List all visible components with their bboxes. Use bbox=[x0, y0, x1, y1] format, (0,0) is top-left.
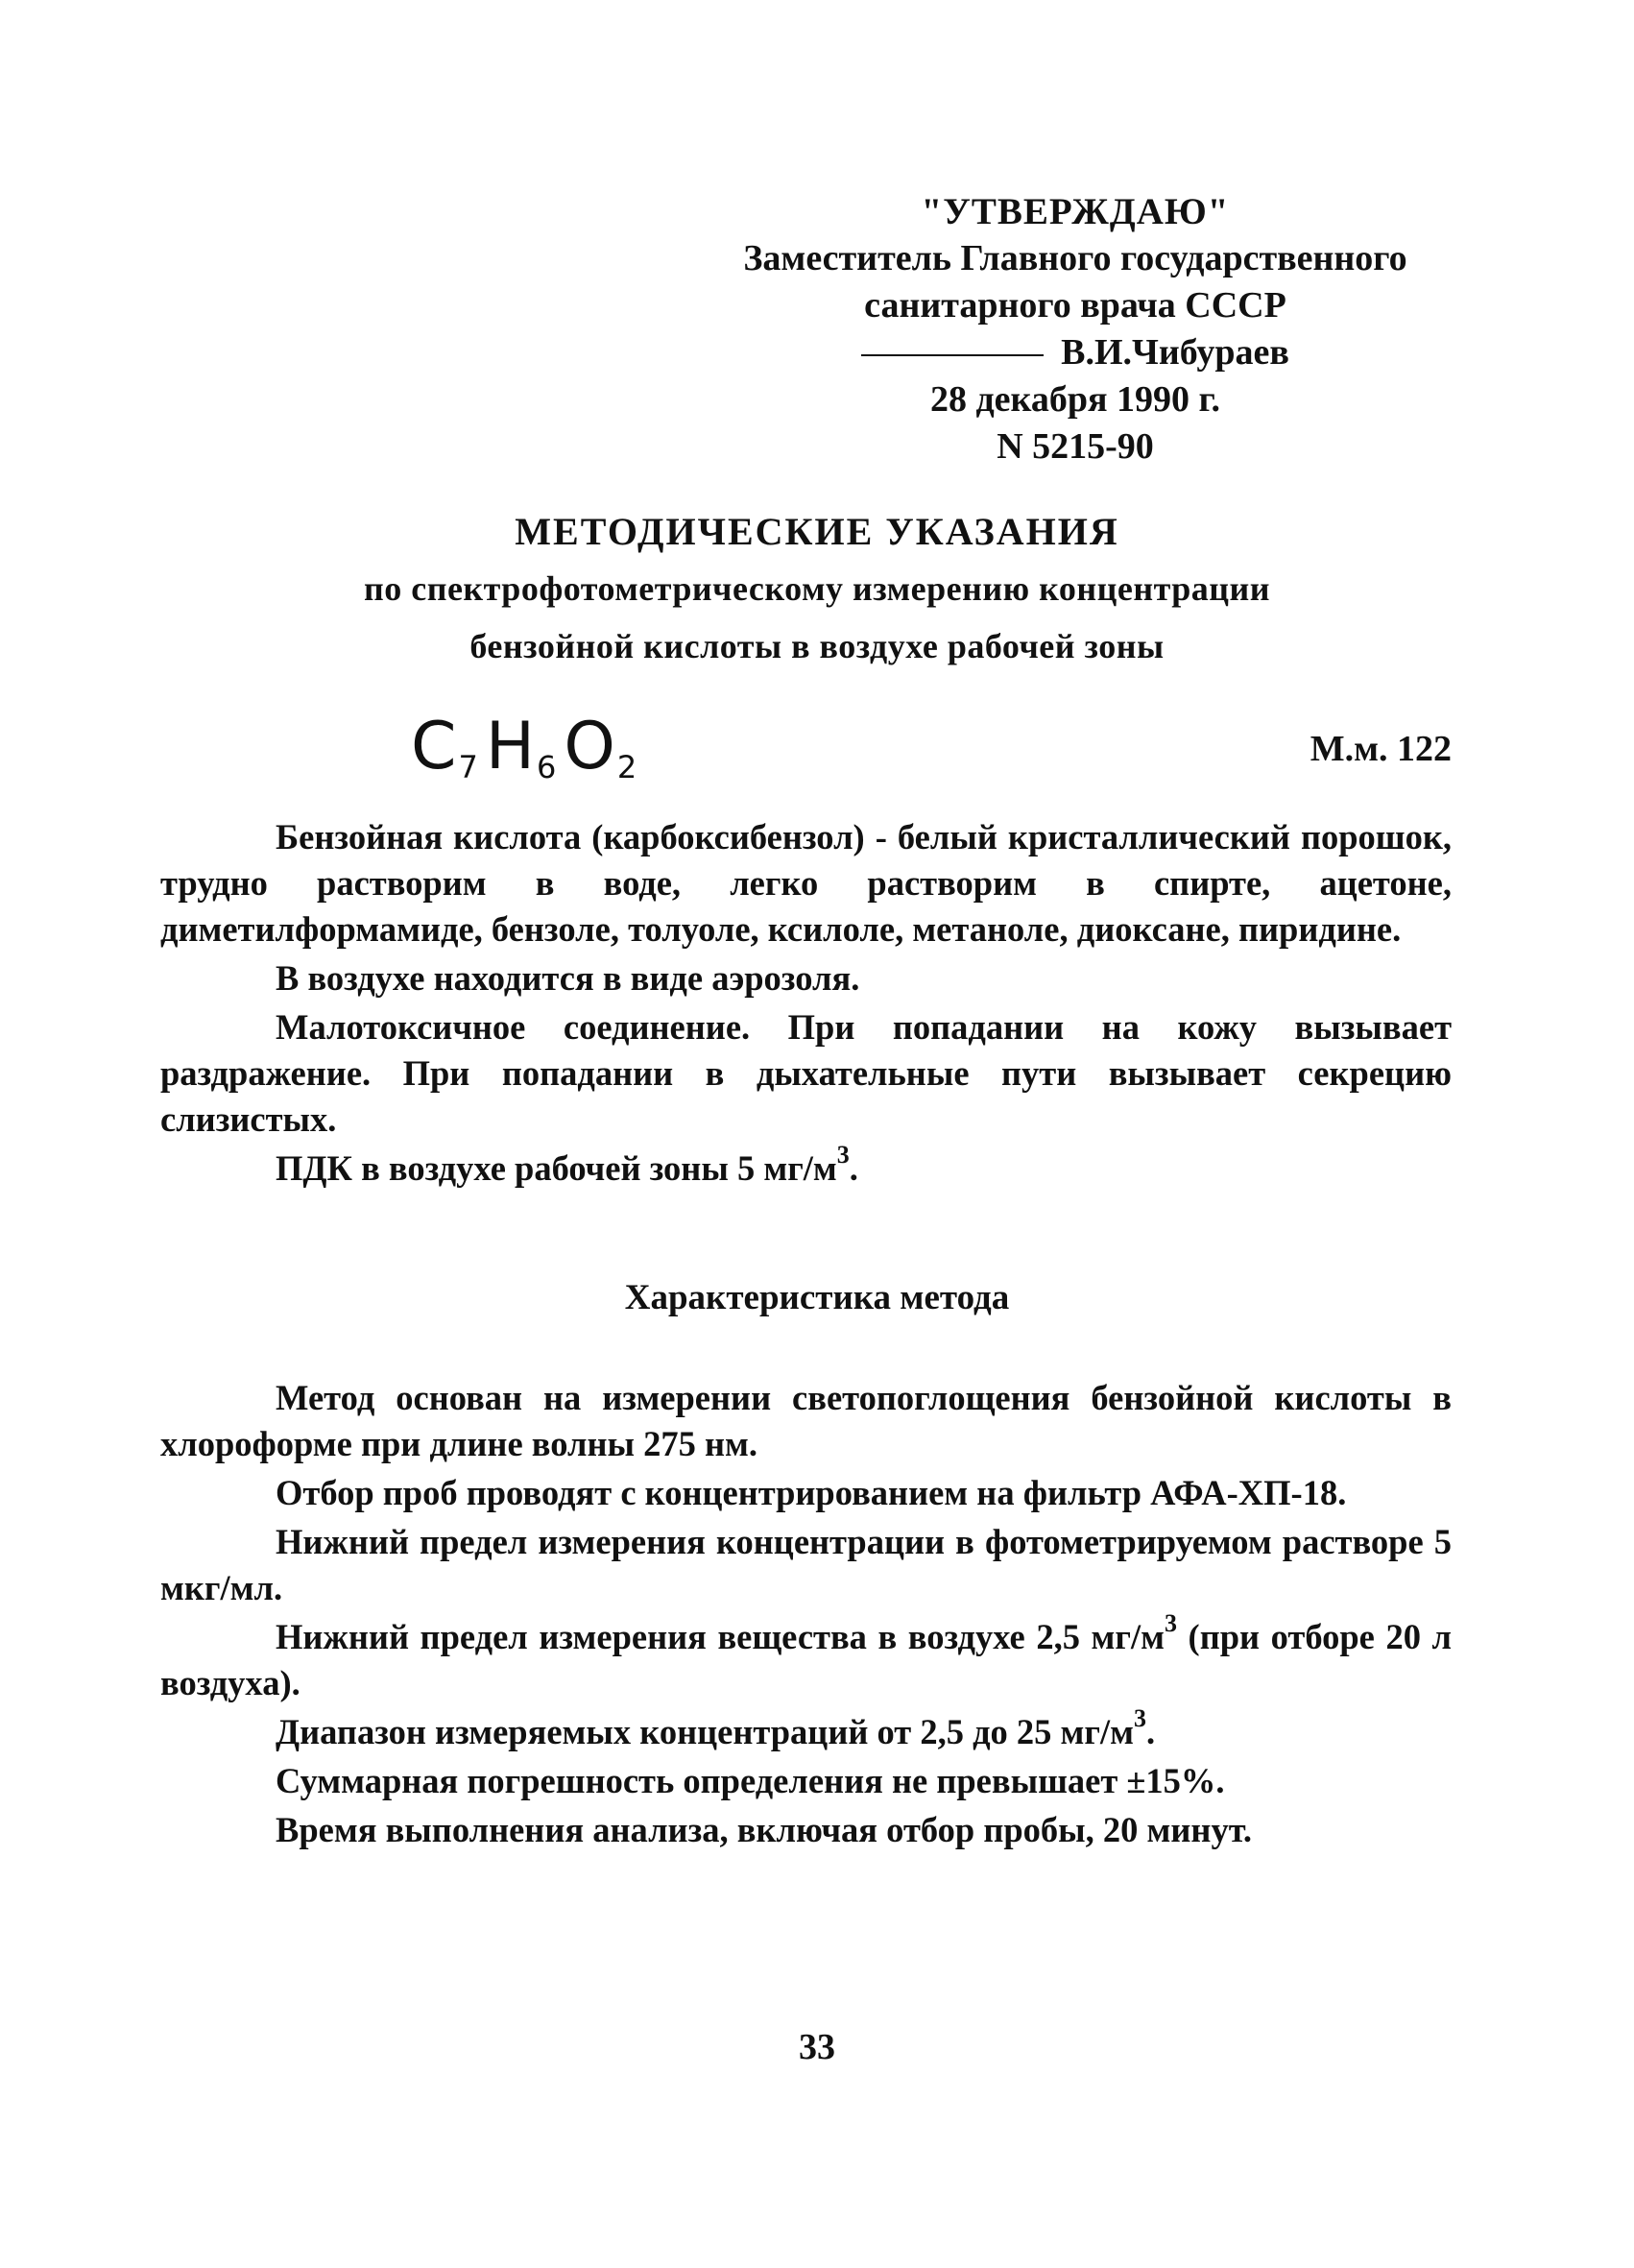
document-subtitle-line2: бензойной кислоты в воздухе рабочей зоны bbox=[469, 627, 1165, 665]
approval-number: N 5215-90 bbox=[997, 426, 1154, 467]
page-number: 33 bbox=[799, 2027, 835, 2067]
method-text: Диапазон измеряемых концентраций от 2,5 до 25 мг/м bbox=[276, 1712, 1134, 1751]
mpc-unit-exponent: 3 bbox=[836, 1141, 850, 1169]
approval-block bbox=[672, 188, 1478, 470]
formula-oxygen: O bbox=[564, 709, 617, 784]
molar-mass: М.м. 122 bbox=[1310, 729, 1452, 769]
description-paragraph: Малотоксичное соединение. При попадании на кожу вызывает раздражение. При попадании в дыхательные пути вызывает секрецию слизистых. bbox=[160, 1007, 1452, 1139]
description-paragraph: Бензойная кислота (карбоксибензол) - белый кристаллический порошок, трудно растворим в воде, легко растворим в спирте, ацетоне, диметилформамиде, бензоле, толуоле, ксилоле, метаноле, диоксане, пиридине. bbox=[160, 817, 1452, 949]
description-paragraph: В воздухе находится в виде аэрозоля. bbox=[276, 958, 860, 998]
formula-carbon: C bbox=[411, 709, 459, 784]
method-section bbox=[160, 1375, 1452, 1856]
document-subtitle-line1: по спектрофотометрическому измерению концентрации bbox=[363, 569, 1270, 608]
mpc-text: ПДК в воздухе рабочей зоны 5 мг/м bbox=[276, 1148, 837, 1188]
formula-hydrogen-count: 6 bbox=[536, 749, 559, 785]
approval-date: 28 декабря 1990 г. bbox=[929, 379, 1221, 420]
approval-position-line1: Заместитель Главного государственного bbox=[743, 238, 1407, 278]
unit-exponent: 3 bbox=[1133, 1704, 1146, 1732]
method-paragraph: Суммарная погрешность определения не превышает ±15%. bbox=[276, 1761, 1225, 1800]
method-text: Нижний предел измерения вещества в воздухе 2,5 мг/м bbox=[276, 1617, 1165, 1656]
mpc-end: . bbox=[849, 1148, 858, 1188]
formula-hydrogen: H bbox=[485, 709, 537, 784]
formula-oxygen-count: 2 bbox=[616, 749, 639, 785]
method-paragraph bbox=[160, 1704, 1452, 1755]
approval-heading: "УТВЕРЖДАЮ" bbox=[921, 191, 1230, 232]
method-paragraph: Отбор проб проводят с концентрированием на фильтр АФА-ХП-18. bbox=[276, 1473, 1347, 1512]
description-section bbox=[160, 814, 1452, 1194]
method-text: . bbox=[1145, 1712, 1156, 1751]
approval-position-line2: санитарного врача СССР bbox=[864, 285, 1286, 326]
mpc-paragraph bbox=[160, 1141, 1452, 1192]
formula-carbon-count: 7 bbox=[458, 749, 480, 785]
section-title: Характеристика метода bbox=[624, 1278, 1010, 1317]
method-paragraph bbox=[160, 1609, 1453, 1706]
method-paragraph: Время выполнения анализа, включая отбор пробы, 20 минут. bbox=[276, 1810, 1253, 1849]
approval-signature-line bbox=[672, 329, 1478, 376]
method-paragraph: Нижний предел измерения концентрации в фотометрируемом растворе 5 мкг/мл. bbox=[160, 1522, 1452, 1607]
document-title: МЕТОДИЧЕСКИЕ УКАЗАНИЯ bbox=[515, 510, 1119, 553]
chemical-formula bbox=[411, 709, 644, 785]
method-paragraph: Метод основан на измерении светопоглощения бензойной кислоты в хлороформе при длине волны 275 нм. bbox=[160, 1378, 1452, 1463]
approval-signatory: В.И.Чибураев bbox=[1061, 332, 1289, 373]
signature-blank bbox=[861, 354, 1044, 356]
method-text: (при отборе 20 л воздуха). bbox=[160, 1617, 1453, 1702]
unit-exponent: 3 bbox=[1164, 1609, 1177, 1637]
